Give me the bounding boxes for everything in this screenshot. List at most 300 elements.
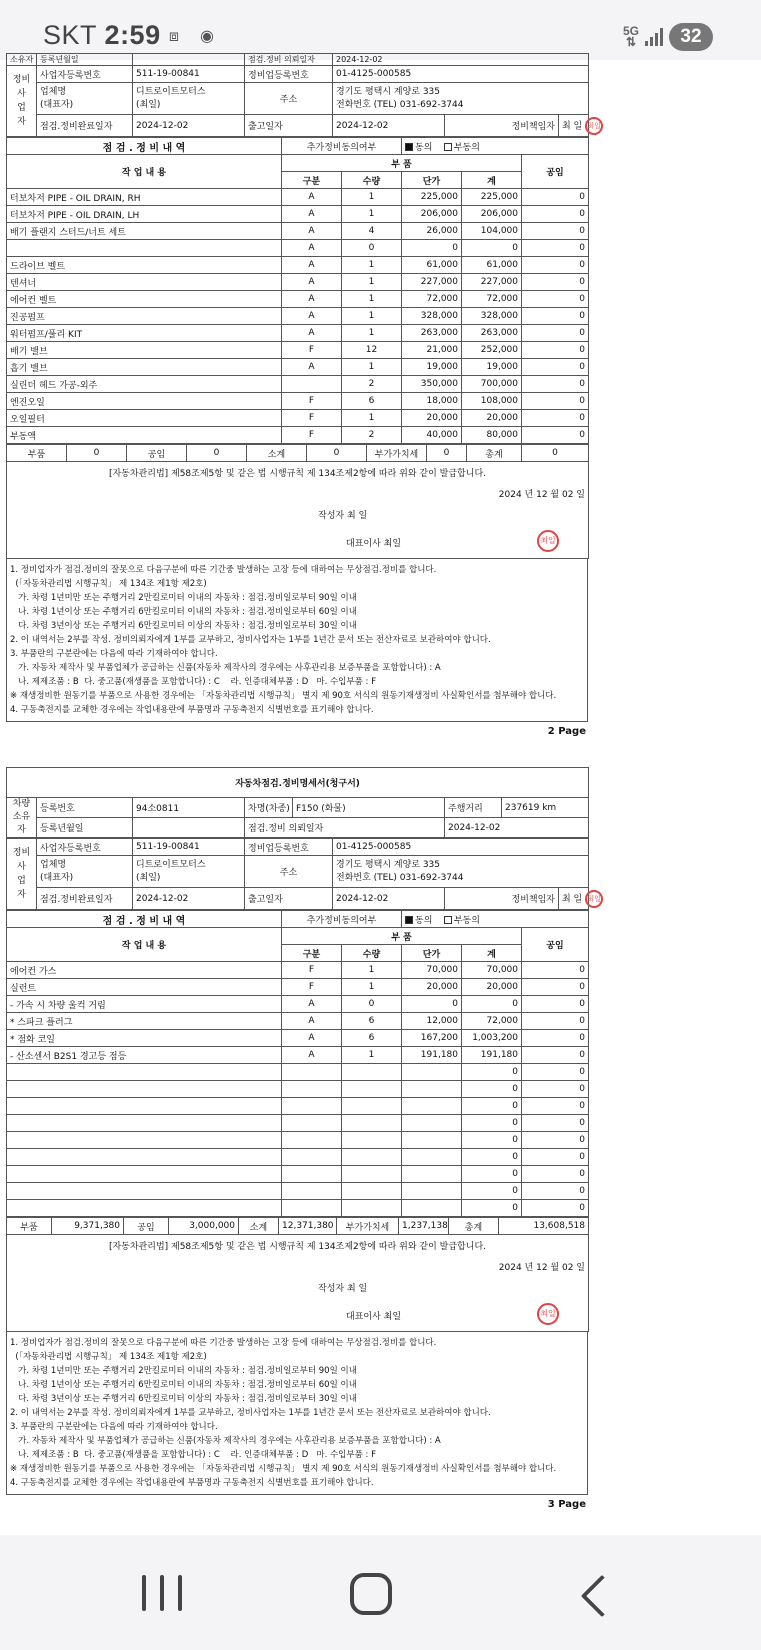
- row-sum: 70,000: [462, 962, 522, 979]
- row-labor: 0: [522, 1183, 589, 1200]
- row-kind: A: [282, 223, 342, 240]
- shop-table-p3: [6, 838, 601, 910]
- row-labor: 0: [522, 1098, 589, 1115]
- table-row: [7, 274, 589, 291]
- col-work: 작 업 내 용: [7, 155, 282, 189]
- col-sum: 계: [462, 172, 522, 189]
- row-qty: 1: [342, 189, 402, 206]
- row-sum: 0: [462, 1064, 522, 1081]
- row-labor: 0: [522, 962, 589, 979]
- row-unit: 61,000: [402, 257, 462, 274]
- row-qty: 1: [342, 274, 402, 291]
- row-kind: A: [282, 291, 342, 308]
- note-line: ※ 재생정비한 원동기를 부품으로 사용한 경우에는 「자동차관리법 시행규칙」 별지 제 90호 서식의 원동기재생정비 사실확인서를 첨부해야 합니다.: [10, 1464, 557, 1474]
- row-work: 배기 밸브: [7, 342, 282, 359]
- row-kind: F: [282, 979, 342, 996]
- out-value: 2024-12-02: [333, 115, 445, 137]
- row-kind: [282, 1098, 342, 1115]
- row-kind: [282, 1166, 342, 1183]
- row-labor: 0: [522, 1013, 589, 1030]
- recent-apps-button[interactable]: [135, 1575, 195, 1615]
- row-labor: 0: [522, 1064, 589, 1081]
- row-qty: 0: [342, 996, 402, 1013]
- row-qty: 1: [342, 410, 402, 427]
- row-labor: 0: [522, 979, 589, 996]
- owner-label: 소유자: [7, 54, 37, 66]
- row-kind: F: [282, 410, 342, 427]
- total-label: 총계: [467, 445, 522, 462]
- est-date-value: 2024-12-02: [333, 54, 589, 66]
- row-unit: 227,000: [402, 274, 462, 291]
- invoice-page-2: [6, 53, 601, 741]
- table-row: [7, 1081, 589, 1098]
- done-label: 점검.정비완료일자: [37, 115, 133, 137]
- row-labor: 0: [522, 376, 589, 393]
- row-qty: 1: [342, 206, 402, 223]
- table-row: [7, 427, 589, 444]
- note-line: 3. 부품란의 구분란에는 다음에 따라 기재하여야 합니다.: [10, 1422, 218, 1432]
- shop-side-label: 정비 사 업 자: [7, 66, 37, 137]
- row-qty: [342, 1149, 402, 1166]
- row-unit: [402, 1115, 462, 1132]
- header-table-p3: [6, 767, 589, 838]
- model-label: 차명(차종): [245, 798, 293, 818]
- note-line: 4. 구동축전지를 교체한 경우에는 작업내용란에 부품명과 구동축전지 식별번호를 표기해야 합니다.: [10, 1478, 374, 1488]
- row-sum: 72,000: [462, 1013, 522, 1030]
- row-unit: 26,000: [402, 223, 462, 240]
- row-kind: A: [282, 1013, 342, 1030]
- row-kind: [282, 1200, 342, 1217]
- table-row: [7, 410, 589, 427]
- resp-name: 최 일: [562, 121, 583, 131]
- table-row: [7, 206, 589, 223]
- row-kind: A: [282, 1030, 342, 1047]
- row-sum: 108,000: [462, 393, 522, 410]
- table-row: [7, 223, 589, 240]
- col-work-p3: 작 업 내 용: [7, 928, 282, 962]
- note-line: 가. 차령 1년미만 또는 주행거리 2만킬로미터 이내의 자동차 : 점검.정비일로부터 90일 이내: [10, 593, 357, 603]
- col-kind-p3: 구분: [282, 945, 342, 962]
- row-work: 흡기 밸브: [7, 359, 282, 376]
- note-line: 나. 차령 1년이상 또는 주행거리 6만킬로미터 이내의 자동차 : 점검.정비일로부터 60일 이내: [10, 1380, 357, 1390]
- row-sum: 0: [462, 240, 522, 257]
- row-labor: 0: [522, 223, 589, 240]
- total-value: 0: [522, 445, 589, 462]
- table-row: [7, 393, 589, 410]
- table-row: [7, 257, 589, 274]
- row-work: 텐셔너: [7, 274, 282, 291]
- disagree-checkbox-p3: [444, 916, 452, 924]
- table-row: [7, 291, 589, 308]
- row-qty: [342, 1098, 402, 1115]
- writer: 작성자 최 일: [318, 511, 368, 521]
- total-sub-label-p3: 소계: [239, 1218, 279, 1235]
- network-5g-icon: 5G ⇅: [622, 24, 639, 49]
- shopreg-value-p3: 01-4125-000585: [333, 839, 589, 856]
- table-row: [7, 1098, 589, 1115]
- row-work: 진공펌프: [7, 308, 282, 325]
- issue-text: [자동차관리법] 제58조제5항 및 같은 법 시행규칙 제 134조제2항에 따라 위와 같이 발급합니다.: [108, 469, 487, 479]
- extra-label-p3: 추가정비동의여부: [282, 911, 402, 928]
- row-sum: 1,003,200: [462, 1030, 522, 1047]
- row-kind: A: [282, 325, 342, 342]
- shop-name: 디트로이트모터스: [136, 86, 206, 97]
- row-qty: 1: [342, 257, 402, 274]
- shop-rep: (최일): [136, 99, 161, 110]
- row-qty: 0: [342, 240, 402, 257]
- row-labor: 0: [522, 1132, 589, 1149]
- row-unit: [402, 1149, 462, 1166]
- row-unit: 20,000: [402, 410, 462, 427]
- name-label-p3: 업체명 (대표자): [37, 856, 133, 888]
- row-labor: 0: [522, 342, 589, 359]
- regno-value: 94소0811: [133, 798, 245, 818]
- table-row: [7, 1064, 589, 1081]
- out-label-p3: 출고일자: [245, 888, 333, 910]
- row-qty: 2: [342, 427, 402, 444]
- row-qty: 6: [342, 393, 402, 410]
- invoice-page-3: [6, 767, 601, 1514]
- row-sum: 80,000: [462, 427, 522, 444]
- ceo: 대표이사 최일: [346, 539, 402, 549]
- addr-label-p3: 주소: [245, 856, 333, 888]
- row-unit: 0: [402, 240, 462, 257]
- carrier-label: SKT: [43, 20, 97, 50]
- table-row: [7, 1047, 589, 1064]
- row-work: 실런트: [7, 979, 282, 996]
- row-work: * 점화 코일: [7, 1030, 282, 1047]
- name-value-p3: [133, 856, 245, 888]
- out-value-p3: 2024-12-02: [333, 888, 445, 910]
- row-qty: [342, 1064, 402, 1081]
- row-unit: 263,000: [402, 325, 462, 342]
- row-sum: 104,000: [462, 223, 522, 240]
- table-row: [7, 1013, 589, 1030]
- row-kind: A: [282, 257, 342, 274]
- table-row: [7, 1200, 589, 1217]
- row-kind: A: [282, 308, 342, 325]
- bizno-value-p3: 511-19-00841: [133, 839, 245, 856]
- doc-title: 자동차점검.정비명세서(청구서): [7, 768, 589, 798]
- issue-date-p3: 2024 년 12 월 02 일: [498, 1263, 585, 1273]
- table-row: [7, 1166, 589, 1183]
- totals-table-p2: [6, 444, 589, 559]
- total-labor-label-p3: 공임: [124, 1218, 169, 1235]
- disagree-checkbox: [444, 143, 452, 151]
- issue-block: [7, 462, 589, 559]
- est-date-value-p3: 2024-12-02: [445, 818, 589, 838]
- est-date-label-p3: 점검.정비 의뢰일자: [245, 818, 445, 838]
- resp-value-p3: [559, 888, 601, 910]
- note-line: 나. 제제조품 : B 다. 중고품(재생품을 포함합니다) : C 라. 인증대체부품 : D 마. 수입부품 : F: [10, 1450, 376, 1460]
- row-qty: 1: [342, 325, 402, 342]
- row-qty: 6: [342, 1030, 402, 1047]
- row-unit: 20,000: [402, 979, 462, 996]
- row-sum: 0: [462, 1149, 522, 1166]
- row-unit: 225,000: [402, 189, 462, 206]
- note-line: 2. 이 내역서는 2부를 작성. 정비의뢰자에게 1부를 교부하고, 정비사업자는 1부를 1년간 문서 또는 전산자료로 보관하여야 합니다.: [10, 1408, 491, 1418]
- row-unit: 19,000: [402, 359, 462, 376]
- row-sum: 252,000: [462, 342, 522, 359]
- mileage-value: 237619 km: [502, 798, 589, 818]
- battery-icon: 32: [669, 23, 713, 51]
- row-work: [7, 1098, 282, 1115]
- page-label-2: 2 Page: [547, 726, 586, 737]
- row-kind: [282, 1149, 342, 1166]
- row-kind: [282, 1183, 342, 1200]
- name-value: [133, 83, 245, 115]
- row-kind: [282, 376, 342, 393]
- row-kind: A: [282, 359, 342, 376]
- row-unit: [402, 1081, 462, 1098]
- out-label: 출고일자: [245, 115, 333, 137]
- ceo-seal-p3: 최일: [537, 1303, 559, 1325]
- done-value-p3: 2024-12-02: [133, 888, 245, 910]
- row-unit: [402, 1183, 462, 1200]
- row-kind: [282, 1115, 342, 1132]
- total-label-p3: 총계: [449, 1218, 499, 1235]
- resp-label-p3: 정비책임자: [445, 888, 559, 910]
- note-line: 1. 정비업자가 점검.정비의 잘못으로 다음구분에 따른 기간중 발생하는 고장 등에 대하여는 무상점검.정비를 합니다.: [10, 1338, 437, 1348]
- note-line: 2. 이 내역서는 2부를 작성. 정비의뢰자에게 1부를 교부하고, 정비사업자는 1부를 1년간 문서 또는 전산자료로 보관하여야 합니다.: [10, 635, 491, 645]
- note-line: 나. 제제조품 : B 다. 중고품(재생품을 포함합니다) : C 라. 인증대체부품 : D 마. 수입부품 : F: [10, 677, 376, 687]
- section-title-p3: 점 검 . 정 비 내 역: [7, 911, 282, 928]
- row-sum: 191,180: [462, 1047, 522, 1064]
- row-sum: 227,000: [462, 274, 522, 291]
- row-work: [7, 1132, 282, 1149]
- row-qty: [342, 1132, 402, 1149]
- row-work: [7, 1200, 282, 1217]
- row-unit: 167,200: [402, 1030, 462, 1047]
- row-sum: 0: [462, 1183, 522, 1200]
- row-work: 부동액: [7, 427, 282, 444]
- table-row: [7, 996, 589, 1013]
- seal-stamp: 최일: [585, 117, 603, 135]
- row-qty: 1: [342, 962, 402, 979]
- row-unit: 21,000: [402, 342, 462, 359]
- row-qty: [342, 1200, 402, 1217]
- total-value-p3: 13,608,518: [499, 1218, 589, 1235]
- row-unit: 18,000: [402, 393, 462, 410]
- shopreg-label-p3: 정비업등록번호: [245, 839, 333, 856]
- table-row: [7, 979, 589, 996]
- note-line: 나. 차령 1년이상 또는 주행거리 6만킬로미터 이내의 자동차 : 점검.정비일로부터 60일 이내: [10, 607, 357, 617]
- row-sum: 20,000: [462, 410, 522, 427]
- row-unit: 0: [402, 996, 462, 1013]
- row-qty: 1: [342, 308, 402, 325]
- agree-label: 동의: [415, 142, 433, 153]
- screenshot-icon: ⧈: [168, 26, 180, 45]
- row-labor: 0: [522, 1047, 589, 1064]
- row-labor: 0: [522, 1081, 589, 1098]
- row-work: [7, 1166, 282, 1183]
- note-line: (「자동차관리법 시행규칙」 제 134조 제1항 제2호): [10, 579, 207, 589]
- row-qty: 1: [342, 979, 402, 996]
- reg-date-label-p3: 등록년월일: [37, 818, 133, 838]
- notes-p2: [6, 559, 588, 722]
- total-vat: 0: [427, 445, 467, 462]
- row-kind: F: [282, 342, 342, 359]
- total-parts-p3: 9,371,380: [52, 1218, 124, 1235]
- row-sum: 700,000: [462, 376, 522, 393]
- row-kind: [282, 1064, 342, 1081]
- row-qty: [342, 1115, 402, 1132]
- shop-address: 경기도 평택시 계양로 335: [336, 86, 441, 97]
- row-labor: 0: [522, 427, 589, 444]
- seal-stamp-p3: 최일: [585, 890, 603, 908]
- row-labor: 0: [522, 1149, 589, 1166]
- note-line: 1. 정비업자가 점검.정비의 잘못으로 다음구분에 따른 기간중 발생하는 고장 등에 대하여는 무상점검.정비를 합니다.: [10, 565, 437, 575]
- ceo-p3: 대표이사 최일: [346, 1312, 402, 1322]
- row-unit: 191,180: [402, 1047, 462, 1064]
- row-kind: F: [282, 393, 342, 410]
- row-kind: A: [282, 206, 342, 223]
- row-sum: 0: [462, 1200, 522, 1217]
- row-work: [7, 1115, 282, 1132]
- row-labor: 0: [522, 206, 589, 223]
- total-sub-p3: 12,371,380: [279, 1218, 337, 1235]
- row-sum: 0: [462, 1166, 522, 1183]
- shopreg-label: 정비업등록번호: [245, 66, 333, 83]
- extra-consent: [402, 138, 589, 155]
- clock: 2:59: [104, 20, 161, 50]
- row-work: 터보차저 PIPE - OIL DRAIN, RH: [7, 189, 282, 206]
- row-labor: 0: [522, 1115, 589, 1132]
- bizno-label: 사업자등록번호: [37, 66, 133, 83]
- row-qty: 1: [342, 359, 402, 376]
- back-button[interactable]: [575, 1575, 635, 1615]
- row-work: [7, 1064, 282, 1081]
- model-value: F150 (화물): [293, 798, 445, 818]
- navigation-bar: [0, 1535, 761, 1650]
- row-labor: 0: [522, 257, 589, 274]
- total-vat-label-p3: 부가가치세: [337, 1218, 399, 1235]
- row-labor: 0: [522, 308, 589, 325]
- disagree-label: 부동의: [453, 142, 480, 153]
- addr-value: [333, 83, 589, 115]
- total-sub-label: 소계: [247, 445, 307, 462]
- note-line: 3. 부품란의 구분란에는 다음에 따라 기재하여야 합니다.: [10, 649, 218, 659]
- row-work: [7, 1149, 282, 1166]
- total-labor-p3: 3,000,000: [169, 1218, 239, 1235]
- row-kind: A: [282, 240, 342, 257]
- writer-p3: 작성자 최 일: [318, 1284, 368, 1294]
- name-label: 업체명 (대표자): [37, 83, 133, 115]
- totals-table-p3: [6, 1217, 589, 1332]
- table-row: [7, 376, 589, 393]
- total-parts-label-p3: 부품: [7, 1218, 52, 1235]
- row-kind: [282, 1081, 342, 1098]
- disagree-label-p3: 부동의: [453, 915, 480, 926]
- row-unit: 70,000: [402, 962, 462, 979]
- row-sum: 0: [462, 1132, 522, 1149]
- row-labor: 0: [522, 189, 589, 206]
- carrier-time: [43, 20, 161, 51]
- regno-label: 등록번호: [37, 798, 133, 818]
- col-qty-p3: 수량: [342, 945, 402, 962]
- home-button[interactable]: [350, 1573, 392, 1615]
- row-sum: 206,000: [462, 206, 522, 223]
- issue-block-p3: [7, 1235, 589, 1332]
- row-work: - 산소센서 B2S1 경고등 점등: [7, 1047, 282, 1064]
- note-line: 가. 자동차 제작사 및 부품업체가 공급하는 신품(자동차 제작사의 경우에는 사후관리용 보증부품을 포함합니다) : A: [10, 1436, 441, 1446]
- row-sum: 328,000: [462, 308, 522, 325]
- row-sum: 0: [462, 996, 522, 1013]
- notes-p3: [6, 1332, 588, 1495]
- row-work: 터보차저 PIPE - OIL DRAIN, LH: [7, 206, 282, 223]
- total-labor-label: 공임: [127, 445, 187, 462]
- row-work: 엔진오일: [7, 393, 282, 410]
- row-work: [7, 1081, 282, 1098]
- agree-label-p3: 동의: [415, 915, 433, 926]
- row-kind: A: [282, 996, 342, 1013]
- col-labor: 공임: [522, 155, 589, 189]
- row-sum: 20,000: [462, 979, 522, 996]
- resp-label: 정비책임자: [445, 115, 559, 137]
- row-work: 에어컨 벨트: [7, 291, 282, 308]
- extra-label: 추가정비동의여부: [282, 138, 402, 155]
- status-icons: [623, 22, 713, 52]
- agree-checkbox-p3: [405, 916, 413, 924]
- shop-rep-p3: (최일): [136, 872, 161, 883]
- table-row: [7, 1132, 589, 1149]
- row-work: 실린더 헤드 가공-외주: [7, 376, 282, 393]
- row-labor: 0: [522, 291, 589, 308]
- addr-value-p3: [333, 856, 589, 888]
- row-unit: 206,000: [402, 206, 462, 223]
- row-labor: 0: [522, 1030, 589, 1047]
- row-qty: 1: [342, 1047, 402, 1064]
- row-sum: 263,000: [462, 325, 522, 342]
- extra-consent-p3: [402, 911, 589, 928]
- total-sub: 0: [307, 445, 367, 462]
- row-sum: 72,000: [462, 291, 522, 308]
- item-rows-p3: [7, 962, 589, 1217]
- table-row: [7, 308, 589, 325]
- shop-tel: 전화번호 (TEL) 031-692-3744: [336, 99, 464, 110]
- col-sum-p3: 계: [462, 945, 522, 962]
- row-labor: 0: [522, 1200, 589, 1217]
- note-line: 가. 자동차 제작사 및 부품업체가 공급하는 신품(자동차 제작사의 경우에는 사후관리용 보증부품을 포함합니다) : A: [10, 663, 441, 673]
- total-labor: 0: [187, 445, 247, 462]
- row-sum: 0: [462, 1081, 522, 1098]
- row-kind: F: [282, 962, 342, 979]
- row-unit: 40,000: [402, 427, 462, 444]
- row-labor: 0: [522, 359, 589, 376]
- total-parts-label: 부품: [7, 445, 67, 462]
- col-qty: 수량: [342, 172, 402, 189]
- agree-checkbox: [405, 143, 413, 151]
- row-sum: 19,000: [462, 359, 522, 376]
- status-bar: [0, 0, 761, 60]
- row-unit: 350,000: [402, 376, 462, 393]
- row-kind: A: [282, 1047, 342, 1064]
- bizno-label-p3: 사업자등록번호: [37, 839, 133, 856]
- section-title: 점 검 . 정 비 내 역: [7, 138, 282, 155]
- col-unit: 단가: [402, 172, 462, 189]
- row-kind: A: [282, 189, 342, 206]
- reg-date-label: 등록년월일: [37, 54, 133, 66]
- row-unit: [402, 1098, 462, 1115]
- page-label-3: 3 Page: [547, 1499, 586, 1510]
- row-work: 오일필터: [7, 410, 282, 427]
- total-parts: 0: [67, 445, 127, 462]
- item-rows: [7, 189, 589, 444]
- row-labor: 0: [522, 393, 589, 410]
- col-parts: 부 품: [282, 155, 522, 172]
- shopreg-value: 01-4125-000585: [333, 66, 589, 83]
- note-line: 다. 차령 3년이상 또는 주행거리 6만킬로미터 이상의 자동차 : 점검.정비일로부터 30일 이내: [10, 621, 357, 631]
